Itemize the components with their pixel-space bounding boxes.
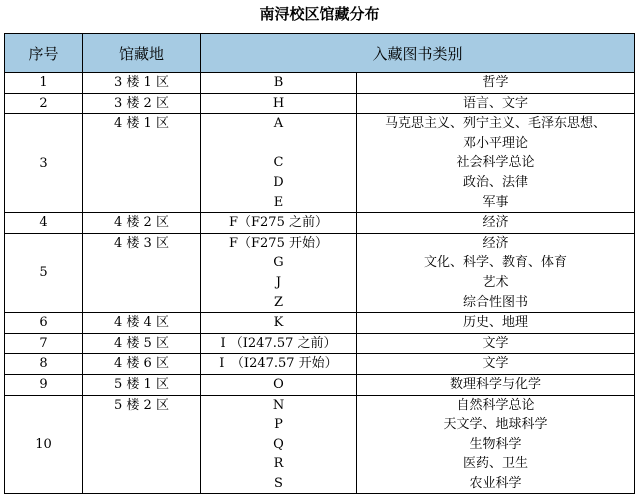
- class-code: N: [272, 397, 285, 413]
- table-row: [5, 354, 635, 375]
- table-row: [5, 114, 635, 213]
- seq-cell: 1: [5, 73, 83, 94]
- table-row: [5, 333, 635, 354]
- class-code-cell: K: [201, 313, 357, 334]
- seq-cell: 2: [5, 93, 83, 114]
- class-code: C: [273, 155, 284, 171]
- location-cell: 3 楼 2 区: [83, 93, 201, 114]
- header-seq: 序号: [5, 34, 83, 73]
- class-code-cell: [201, 114, 357, 213]
- class-code: A: [273, 116, 284, 132]
- location-text: 4 楼 3 区: [114, 235, 169, 251]
- subject-text: 农业科学: [469, 475, 522, 491]
- subject-text: 综合性图书: [463, 294, 529, 310]
- header-location: 馆藏地: [83, 34, 201, 73]
- seq-cell: 4: [5, 213, 83, 234]
- subject-text: 艺术: [482, 274, 509, 290]
- location-text: 4 楼 1 区: [114, 116, 169, 132]
- class-code-cell: I （I247.57 开始）: [201, 354, 357, 375]
- subject-cell: [357, 395, 635, 494]
- class-code: J: [275, 274, 282, 290]
- header-categories: 入藏图书类别: [201, 34, 635, 73]
- class-code-cell: [201, 233, 357, 312]
- location-cell: [83, 114, 201, 213]
- subject-text: 邓小平理论: [463, 135, 529, 151]
- class-code-cell: B: [201, 73, 357, 94]
- class-code: D: [273, 174, 284, 190]
- subject-text: 天文学、地球科学: [443, 417, 548, 433]
- class-code: P: [274, 417, 283, 433]
- seq-cell: 9: [5, 374, 83, 395]
- subject-cell: [357, 233, 635, 312]
- class-code: F（F275 开始）: [229, 235, 328, 251]
- subject-cell: 经济: [357, 213, 635, 234]
- subject-cell: 文学: [357, 354, 635, 375]
- seq-cell: 5: [5, 233, 83, 312]
- seq-cell: 7: [5, 333, 83, 354]
- subject-cell: 文学: [357, 333, 635, 354]
- class-code-cell: F（F275 之前）: [201, 213, 357, 234]
- class-code: G: [273, 255, 284, 271]
- subject-text: 文化、科学、教育、体育: [424, 255, 568, 271]
- subject-text: 生物科学: [469, 436, 522, 452]
- subject-text: 经济: [482, 235, 509, 251]
- table-row: [5, 93, 635, 114]
- class-code-cell: I （I247.57 之前）: [201, 333, 357, 354]
- location-cell: [83, 233, 201, 312]
- page-title: 南浔校区馆藏分布: [259, 5, 380, 23]
- table-row: [5, 374, 635, 395]
- class-code: Q: [273, 436, 284, 452]
- header-row: [5, 34, 635, 73]
- location-cell: 4 楼 5 区: [83, 333, 201, 354]
- location-cell: [83, 395, 201, 494]
- subject-text: 社会科学总论: [456, 155, 535, 171]
- seq-cell: 6: [5, 313, 83, 334]
- subject-text: 医药、卫生: [463, 456, 529, 472]
- subject-cell: 哲学: [357, 73, 635, 94]
- class-code: R: [273, 456, 284, 472]
- subject-text: 政治、法律: [463, 174, 529, 190]
- seq-cell: 3: [5, 114, 83, 213]
- subject-cell: 语言、文字: [357, 93, 635, 114]
- location-cell: 4 楼 4 区: [83, 313, 201, 334]
- subject-cell: 数理科学与化学: [357, 374, 635, 395]
- location-cell: 5 楼 1 区: [83, 374, 201, 395]
- seq-cell: 8: [5, 354, 83, 375]
- collection-distribution-table: [4, 33, 635, 494]
- subject-text: 军事: [482, 194, 509, 210]
- class-code-cell: [201, 395, 357, 494]
- class-code: Z: [273, 294, 284, 310]
- class-code: E: [273, 194, 284, 210]
- subject-cell: 历史、地理: [357, 313, 635, 334]
- class-code-cell: O: [201, 374, 357, 395]
- table-row: [5, 73, 635, 94]
- class-code-cell: H: [201, 93, 357, 114]
- location-text: 5 楼 2 区: [114, 397, 169, 413]
- table-row: [5, 395, 635, 494]
- subject-text: 马克思主义、列宁主义、毛泽东思想、: [385, 116, 607, 132]
- location-cell: 3 楼 1 区: [83, 73, 201, 94]
- location-cell: 4 楼 6 区: [83, 354, 201, 375]
- subject-text: 自然科学总论: [456, 397, 535, 413]
- table-row: [5, 233, 635, 312]
- class-code: S: [274, 475, 283, 491]
- table-row: [5, 313, 635, 334]
- seq-cell: 10: [5, 395, 83, 494]
- subject-cell: [357, 114, 635, 213]
- table-row: [5, 213, 635, 234]
- location-cell: 4 楼 2 区: [83, 213, 201, 234]
